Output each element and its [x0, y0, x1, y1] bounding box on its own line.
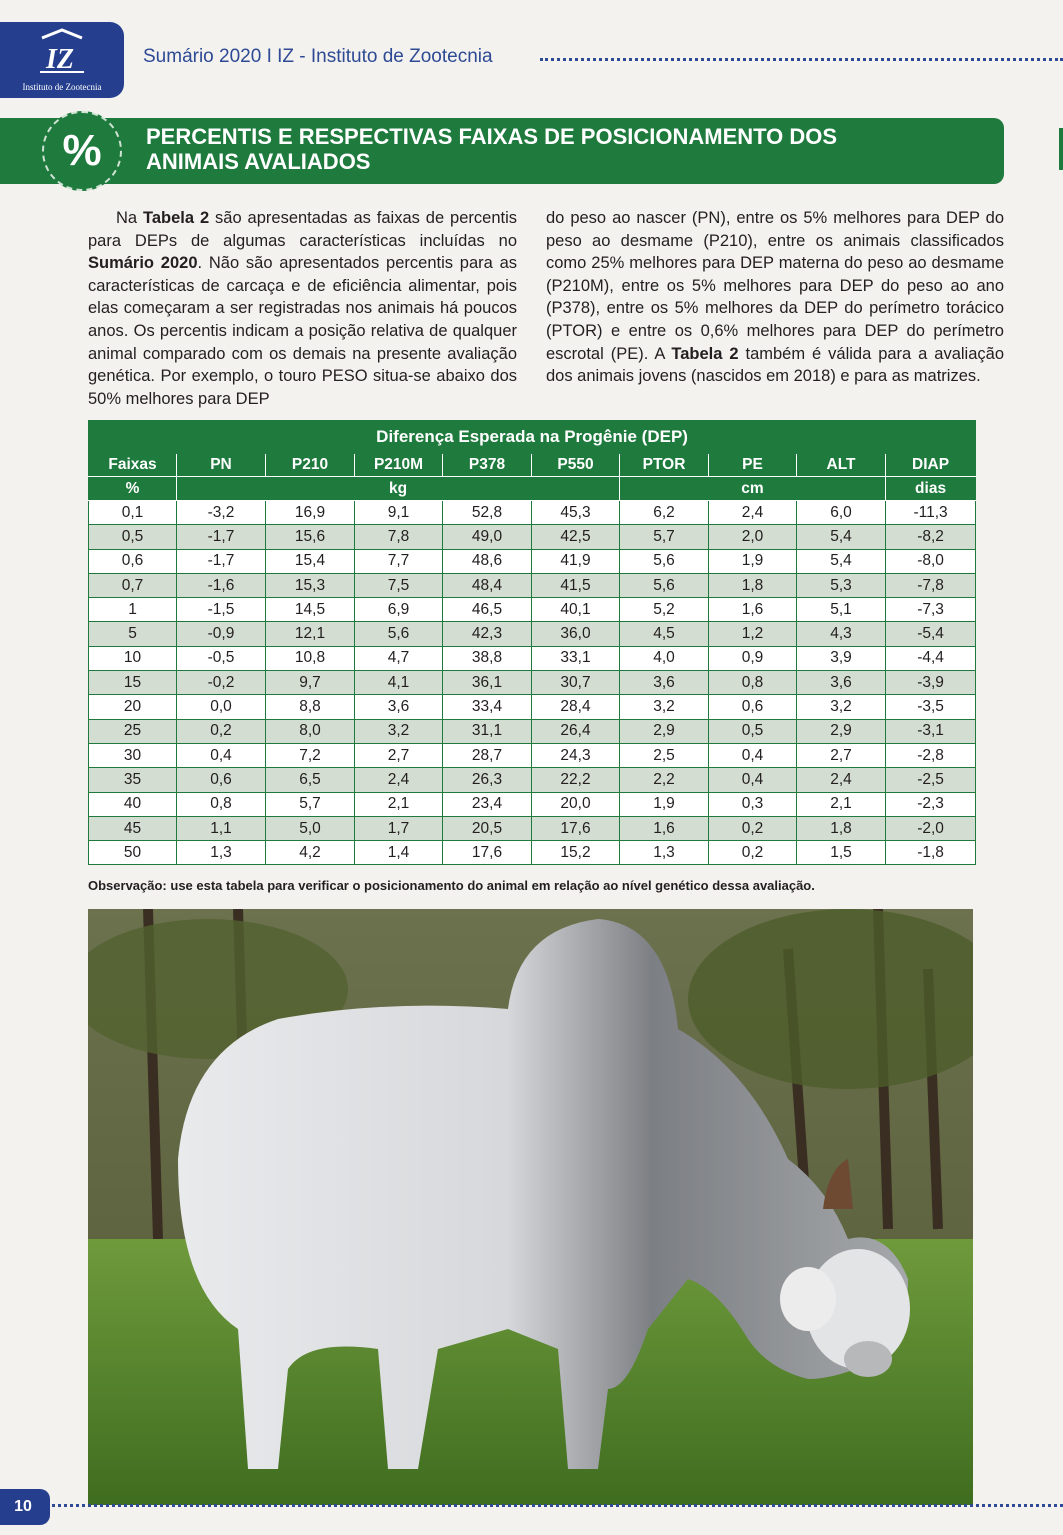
edge-tab	[1059, 128, 1063, 170]
institute-logo	[0, 22, 124, 98]
table-cell: 2,7	[355, 743, 443, 767]
table-cell: 0,2	[709, 816, 797, 840]
table-cell: 15,3	[266, 573, 355, 597]
table-cell: 6,5	[266, 768, 355, 792]
table-cell: 20	[89, 695, 177, 719]
table-cell: 40	[89, 792, 177, 816]
running-title: Sumário 2020 I IZ - Instituto de Zootecnia	[143, 46, 493, 67]
table-cell: 38,8	[443, 646, 532, 670]
table-cell: 14,5	[266, 598, 355, 622]
col-header: DIAP	[886, 454, 976, 477]
table-cell: 0,9	[709, 646, 797, 670]
table-cell: 15,6	[266, 525, 355, 549]
table-cell: 4,3	[797, 622, 886, 646]
table-cell: -1,5	[177, 598, 266, 622]
header-divider	[540, 58, 1063, 61]
table-cell: 1,9	[709, 549, 797, 573]
table-cell: 49,0	[443, 525, 532, 549]
table-cell: -1,7	[177, 525, 266, 549]
table-cell: 4,1	[355, 671, 443, 695]
table-cell: 8,0	[266, 719, 355, 743]
table-cell: 2,7	[797, 743, 886, 767]
table-cell: 2,2	[620, 768, 709, 792]
table-cell: 33,4	[443, 695, 532, 719]
table-row	[89, 501, 976, 525]
table-row	[89, 792, 976, 816]
table-cell: 10	[89, 646, 177, 670]
table-cell: 1,6	[709, 598, 797, 622]
table-cell: 5	[89, 622, 177, 646]
table-row	[89, 841, 976, 865]
table-cell: -2,0	[886, 816, 976, 840]
table-cell: 0,8	[709, 671, 797, 695]
table-cell: 7,7	[355, 549, 443, 573]
table-cell: 0,4	[709, 743, 797, 767]
table-cell: 16,9	[266, 501, 355, 525]
table-cell: 5,4	[797, 549, 886, 573]
table-cell: 5,7	[266, 792, 355, 816]
table-cell: 5,3	[797, 573, 886, 597]
table-cell: 28,7	[443, 743, 532, 767]
table-cell: -2,8	[886, 743, 976, 767]
table-cell: 7,5	[355, 573, 443, 597]
table-cell: 0,4	[709, 768, 797, 792]
table-cell: 5,4	[797, 525, 886, 549]
table-cell: -0,9	[177, 622, 266, 646]
table-cell: -2,5	[886, 768, 976, 792]
table-row	[89, 719, 976, 743]
table-cell: -1,8	[886, 841, 976, 865]
table-cell: -0,2	[177, 671, 266, 695]
table-cell: 23,4	[443, 792, 532, 816]
table-row	[89, 768, 976, 792]
table-cell: 2,9	[620, 719, 709, 743]
table-cell: 1,4	[355, 841, 443, 865]
table-row	[89, 743, 976, 767]
table-cell: 1,1	[177, 816, 266, 840]
table-cell: 5,6	[620, 549, 709, 573]
col-header: P550	[532, 454, 620, 477]
unit-label: dias	[886, 477, 976, 501]
table-cell: 0,8	[177, 792, 266, 816]
table-cell: 5,1	[797, 598, 886, 622]
table-row	[89, 598, 976, 622]
table-cell: 36,1	[443, 671, 532, 695]
table-cell: 3,2	[797, 695, 886, 719]
table-cell: 0,4	[177, 743, 266, 767]
nelore-bull-photo	[88, 909, 973, 1505]
table-cell: -7,3	[886, 598, 976, 622]
table-row	[89, 549, 976, 573]
table-caption: Diferença Esperada na Progênie (DEP)	[89, 421, 976, 454]
table-cell: 12,1	[266, 622, 355, 646]
table-cell: -5,4	[886, 622, 976, 646]
table-cell: 0,6	[177, 768, 266, 792]
table-cell: 3,6	[355, 695, 443, 719]
col-header: Faixas	[89, 454, 177, 477]
table-cell: 1,2	[709, 622, 797, 646]
table-cell: 17,6	[443, 841, 532, 865]
table-cell: 5,2	[620, 598, 709, 622]
table-units-row	[89, 477, 976, 501]
table-cell: 31,1	[443, 719, 532, 743]
table-cell: 4,0	[620, 646, 709, 670]
table-cell: 9,7	[266, 671, 355, 695]
unit-label: cm	[620, 477, 886, 501]
table-cell: 2,4	[355, 768, 443, 792]
table-cell: 0,6	[89, 549, 177, 573]
text-column-right: do peso ao nascer (PN), entre os 5% melhores para DEP do peso ao desmame (P210), entre os animais classificados como 25% melhores para DEP materna do peso ao desmame (P210M), entre os 5% melhores para DEP do peso ao ano (P378), entre os 5% melhores da DEP do perímetro torácico (PTOR) e entre os 0,6% melhores para DEP do perímetro escrotal (PE). A Tabela 2 também é válida para a avaliação dos animais jovens (nascidos em 2018) e para as matrizes.	[546, 209, 1005, 386]
table-row	[89, 525, 976, 549]
table-cell: 3,2	[355, 719, 443, 743]
table-cell: 0,1	[89, 501, 177, 525]
table-cell: 6,2	[620, 501, 709, 525]
table-cell: 5,7	[620, 525, 709, 549]
table-cell: 6,9	[355, 598, 443, 622]
col-header: P378	[443, 454, 532, 477]
table-cell: 20,5	[443, 816, 532, 840]
table-cell: 7,2	[266, 743, 355, 767]
table-cell: 3,6	[797, 671, 886, 695]
table-cell: 30	[89, 743, 177, 767]
table-row	[89, 816, 976, 840]
table-cell: 1,8	[709, 573, 797, 597]
table-cell: 5,6	[620, 573, 709, 597]
table-cell: 0,2	[177, 719, 266, 743]
table-row	[89, 695, 976, 719]
table-cell: 4,7	[355, 646, 443, 670]
table-cell: 2,0	[709, 525, 797, 549]
table-cell: 2,1	[355, 792, 443, 816]
section-title: PERCENTIS E RESPECTIVAS FAIXAS DE POSICIONAMENTO DOS ANIMAIS AVALIADOS	[146, 124, 838, 174]
bull-image	[88, 909, 973, 1505]
table-cell: 2,9	[797, 719, 886, 743]
percent-icon: %	[62, 126, 102, 175]
table-cell: 0,5	[89, 525, 177, 549]
table-cell: 33,1	[532, 646, 620, 670]
table-cell: 4,5	[620, 622, 709, 646]
table-cell: -8,2	[886, 525, 976, 549]
table-cell: -3,5	[886, 695, 976, 719]
table-cell: -1,6	[177, 573, 266, 597]
table-cell: -4,4	[886, 646, 976, 670]
table-cell: 17,6	[532, 816, 620, 840]
table-cell: -7,8	[886, 573, 976, 597]
col-header: P210	[266, 454, 355, 477]
table-cell: 0,3	[709, 792, 797, 816]
table-cell: 4,2	[266, 841, 355, 865]
table-cell: 1,5	[797, 841, 886, 865]
table-cell: 35	[89, 768, 177, 792]
table-cell: -2,3	[886, 792, 976, 816]
table-cell: 1,7	[355, 816, 443, 840]
logo-caption: Instituto de Zootecnia	[22, 82, 102, 92]
table-cell: 41,5	[532, 573, 620, 597]
table-cell: -3,9	[886, 671, 976, 695]
unit-label: %	[89, 477, 177, 501]
page-number: 10	[0, 1489, 50, 1525]
table-cell: 3,2	[620, 695, 709, 719]
table-cell: -11,3	[886, 501, 976, 525]
col-header: PTOR	[620, 454, 709, 477]
table-cell: 45	[89, 816, 177, 840]
table-cell: 46,5	[443, 598, 532, 622]
table-cell: 42,5	[532, 525, 620, 549]
table-cell: 0,0	[177, 695, 266, 719]
percent-badge	[42, 111, 122, 191]
table-cell: 42,3	[443, 622, 532, 646]
table-cell: 20,0	[532, 792, 620, 816]
table-row	[89, 646, 976, 670]
table-cell: 41,9	[532, 549, 620, 573]
table-cell: 0,5	[709, 719, 797, 743]
dep-percentile-table	[88, 420, 976, 865]
table-cell: 3,9	[797, 646, 886, 670]
table-cell: 1,3	[177, 841, 266, 865]
table-cell: 7,8	[355, 525, 443, 549]
table-cell: 2,1	[797, 792, 886, 816]
table-cell: 0,7	[89, 573, 177, 597]
table-cell: 5,0	[266, 816, 355, 840]
table-cell: 10,8	[266, 646, 355, 670]
table-note: Observação: use esta tabela para verificar o posicionamento do animal em relação ao nível genético dessa avaliação.	[88, 878, 815, 893]
table-cell: 2,5	[620, 743, 709, 767]
table-cell: 28,4	[532, 695, 620, 719]
table-cell: 9,1	[355, 501, 443, 525]
table-cell: 50	[89, 841, 177, 865]
table-cell: 0,6	[709, 695, 797, 719]
table-cell: 22,2	[532, 768, 620, 792]
table-header-row	[89, 454, 976, 477]
table-cell: 52,8	[443, 501, 532, 525]
col-header: P210M	[355, 454, 443, 477]
iz-logo-icon	[34, 28, 90, 78]
table-cell: -0,5	[177, 646, 266, 670]
table-cell: 2,4	[709, 501, 797, 525]
table-row	[89, 671, 976, 695]
table-cell: 40,1	[532, 598, 620, 622]
table-cell: 48,4	[443, 573, 532, 597]
table-row	[89, 622, 976, 646]
table-cell: 5,6	[355, 622, 443, 646]
table-cell: 2,4	[797, 768, 886, 792]
text-column-left: Na Tabela 2 são apresentadas as faixas de percentis para DEPs de algumas características incluídas no Sumário 2020. Não são apresentados percentis para as características de carcaça e de eficiência alimentar, pois elas começaram a ser registradas nos animais há poucos anos. Os percentis indicam a posição relativa de qualquer animal comparado com os demais na presente avaliação genética. Por exemplo, o touro PESO situa-se abaixo dos 50% melhores para DEP	[88, 209, 517, 408]
table-cell: 45,3	[532, 501, 620, 525]
table-cell: 1,8	[797, 816, 886, 840]
table-cell: 6,0	[797, 501, 886, 525]
table-row	[89, 573, 976, 597]
table-cell: -3,1	[886, 719, 976, 743]
table-cell: 26,3	[443, 768, 532, 792]
table-cell: 15	[89, 671, 177, 695]
table-cell: 1,6	[620, 816, 709, 840]
table-cell: 25	[89, 719, 177, 743]
table-cell: 1	[89, 598, 177, 622]
table-cell: 15,4	[266, 549, 355, 573]
table-cell: 30,7	[532, 671, 620, 695]
table-cell: 1,9	[620, 792, 709, 816]
table-cell: -1,7	[177, 549, 266, 573]
table-cell: -3,2	[177, 501, 266, 525]
table-cell: 24,3	[532, 743, 620, 767]
col-header: PN	[177, 454, 266, 477]
svg-text:IZ: IZ	[46, 44, 74, 75]
table-cell: 15,2	[532, 841, 620, 865]
table-cell: 3,6	[620, 671, 709, 695]
table-cell: 48,6	[443, 549, 532, 573]
table-cell: 1,3	[620, 841, 709, 865]
table-cell: 0,2	[709, 841, 797, 865]
unit-label: kg	[177, 477, 620, 501]
table-cell: 26,4	[532, 719, 620, 743]
col-header: PE	[709, 454, 797, 477]
table-cell: 36,0	[532, 622, 620, 646]
table-cell: 8,8	[266, 695, 355, 719]
table-cell: -8,0	[886, 549, 976, 573]
col-header: ALT	[797, 454, 886, 477]
footer-divider	[52, 1504, 1063, 1507]
